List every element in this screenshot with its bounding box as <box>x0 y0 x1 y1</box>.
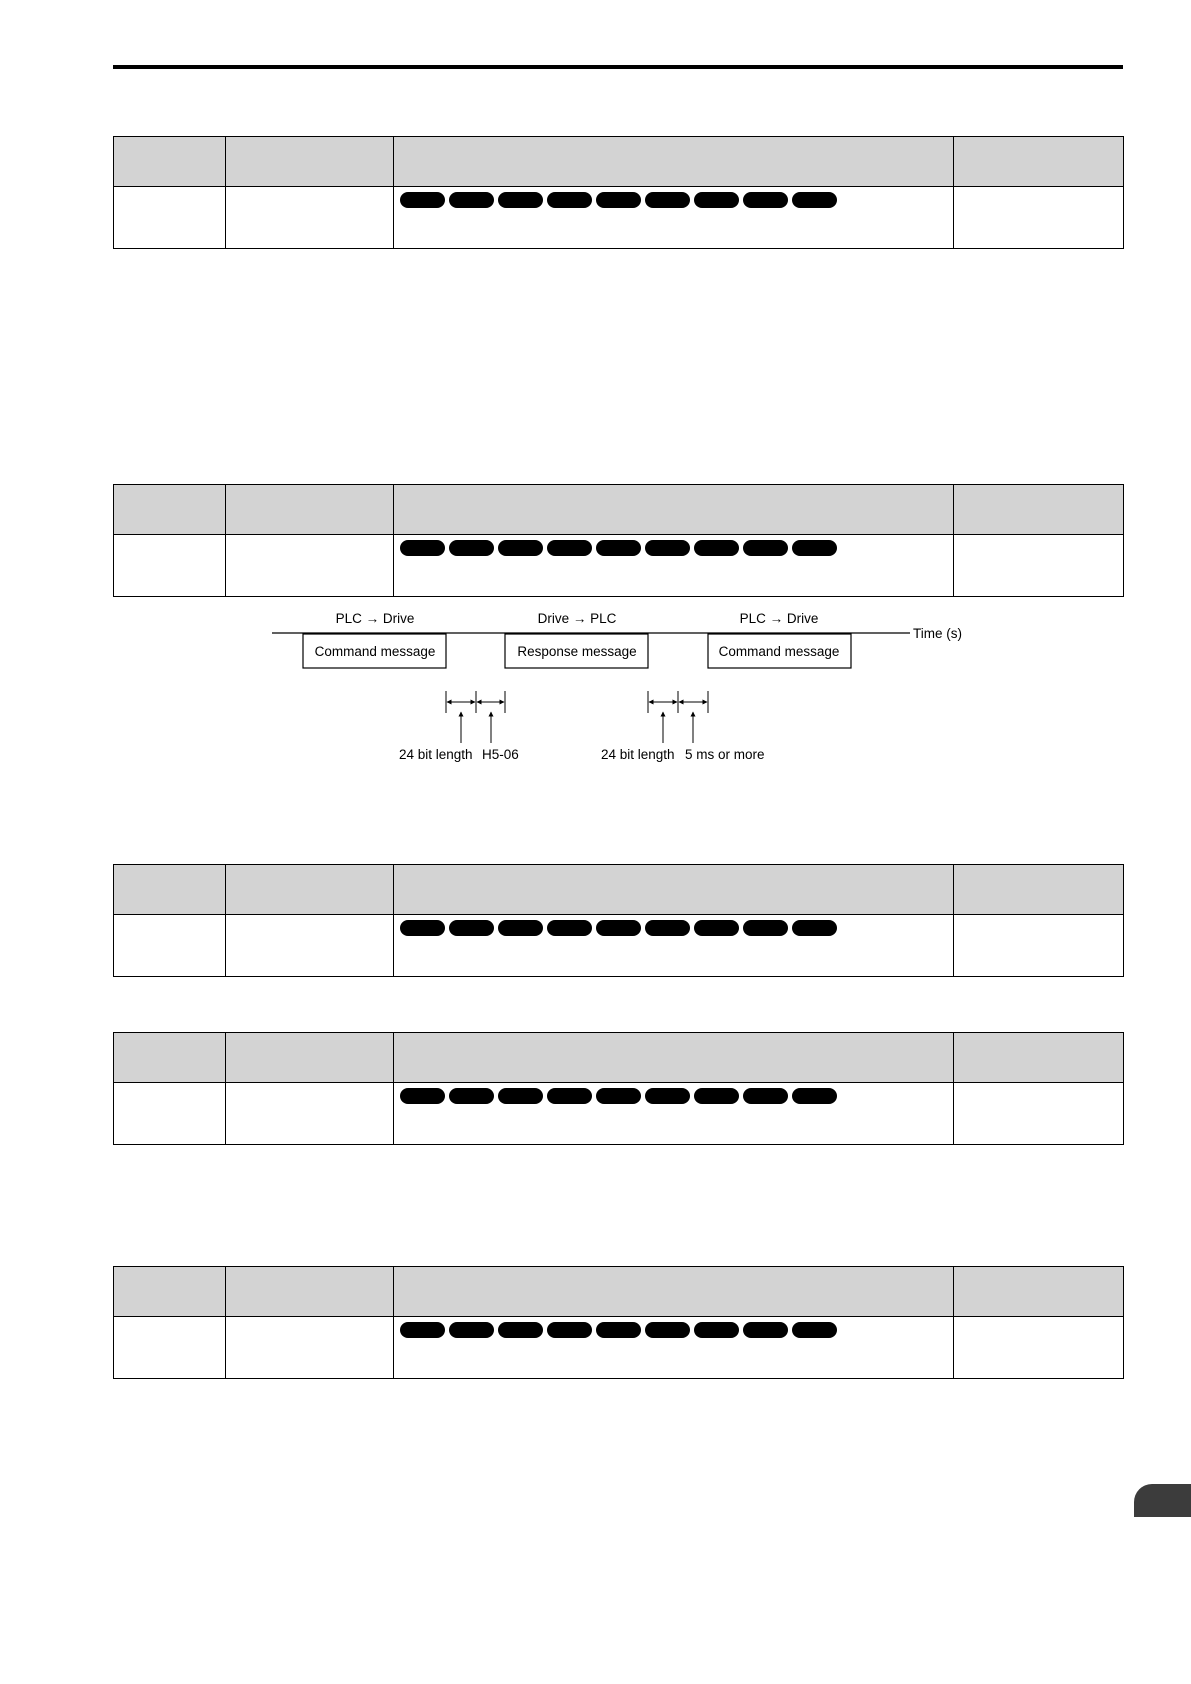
annotation-h5-06: H5-06 <box>482 747 519 762</box>
pill-marker <box>400 920 445 936</box>
pill-marker <box>596 1322 641 1338</box>
table-cell <box>394 1083 954 1145</box>
pill-marker <box>792 1322 837 1338</box>
command-message-label-2: Command message <box>718 644 840 659</box>
pill-strip <box>394 1317 953 1338</box>
parameter-table-3 <box>113 864 1124 977</box>
table-header-row <box>114 865 1124 915</box>
pill-marker <box>645 1088 690 1104</box>
pill-marker <box>645 1322 690 1338</box>
annotation-min-wait: 5 ms or more <box>685 747 765 762</box>
header-cell <box>394 1267 954 1317</box>
header-cell <box>394 865 954 915</box>
table-header-row <box>114 1033 1124 1083</box>
table-header-row <box>114 1267 1124 1317</box>
table-cell <box>394 915 954 977</box>
table-cell <box>114 1083 226 1145</box>
pill-marker <box>547 1088 592 1104</box>
header-cell <box>954 865 1124 915</box>
pill-marker <box>449 920 494 936</box>
header-cell <box>226 1033 394 1083</box>
pill-marker <box>400 1088 445 1104</box>
table-row <box>114 915 1124 977</box>
pill-marker <box>792 1088 837 1104</box>
table-cell <box>114 1317 226 1379</box>
header-cell <box>114 865 226 915</box>
header-cell <box>114 1033 226 1083</box>
label-plc-to-drive-1: PLC → Drive <box>335 611 415 626</box>
pill-marker <box>400 1322 445 1338</box>
pill-marker <box>694 920 739 936</box>
header-cell <box>226 865 394 915</box>
table-cell <box>954 1083 1124 1145</box>
table-cell <box>114 915 226 977</box>
pill-marker <box>449 1088 494 1104</box>
header-cell <box>394 1033 954 1083</box>
table-cell <box>226 1083 394 1145</box>
pill-marker <box>743 920 788 936</box>
pill-strip <box>394 915 953 936</box>
header-cell <box>226 1267 394 1317</box>
pill-marker <box>498 1322 543 1338</box>
table-cell <box>226 1317 394 1379</box>
header-cell <box>954 1267 1124 1317</box>
table-cell <box>954 915 1124 977</box>
parameter-table-5 <box>113 1266 1124 1379</box>
table-row <box>114 1083 1124 1145</box>
pill-strip <box>394 1083 953 1104</box>
table-cell <box>394 1317 954 1379</box>
timing-diagram <box>0 0 1191 780</box>
header-cell <box>114 1267 226 1317</box>
pill-marker <box>596 920 641 936</box>
pill-marker <box>743 1322 788 1338</box>
pill-marker <box>596 1088 641 1104</box>
header-cell <box>954 1033 1124 1083</box>
section-tab <box>1134 1484 1191 1517</box>
pill-marker <box>498 1088 543 1104</box>
table-cell <box>226 915 394 977</box>
time-axis-label: Time (s) <box>913 626 962 641</box>
annotation-bit-length-2: 24 bit length <box>601 747 675 762</box>
label-drive-to-plc: Drive → PLC <box>537 611 617 626</box>
response-message-label: Response message <box>517 644 637 659</box>
pill-marker <box>547 920 592 936</box>
pill-marker <box>645 920 690 936</box>
command-message-label-1: Command message <box>314 644 436 659</box>
pill-marker <box>694 1322 739 1338</box>
table-cell <box>954 1317 1124 1379</box>
pill-marker <box>498 920 543 936</box>
table-row <box>114 1317 1124 1379</box>
pill-marker <box>449 1322 494 1338</box>
pill-marker <box>547 1322 592 1338</box>
parameter-table-4 <box>113 1032 1124 1145</box>
annotation-bit-length-1: 24 bit length <box>399 747 473 762</box>
pill-marker <box>743 1088 788 1104</box>
pill-marker <box>792 920 837 936</box>
label-plc-to-drive-2: PLC → Drive <box>739 611 819 626</box>
pill-marker <box>694 1088 739 1104</box>
